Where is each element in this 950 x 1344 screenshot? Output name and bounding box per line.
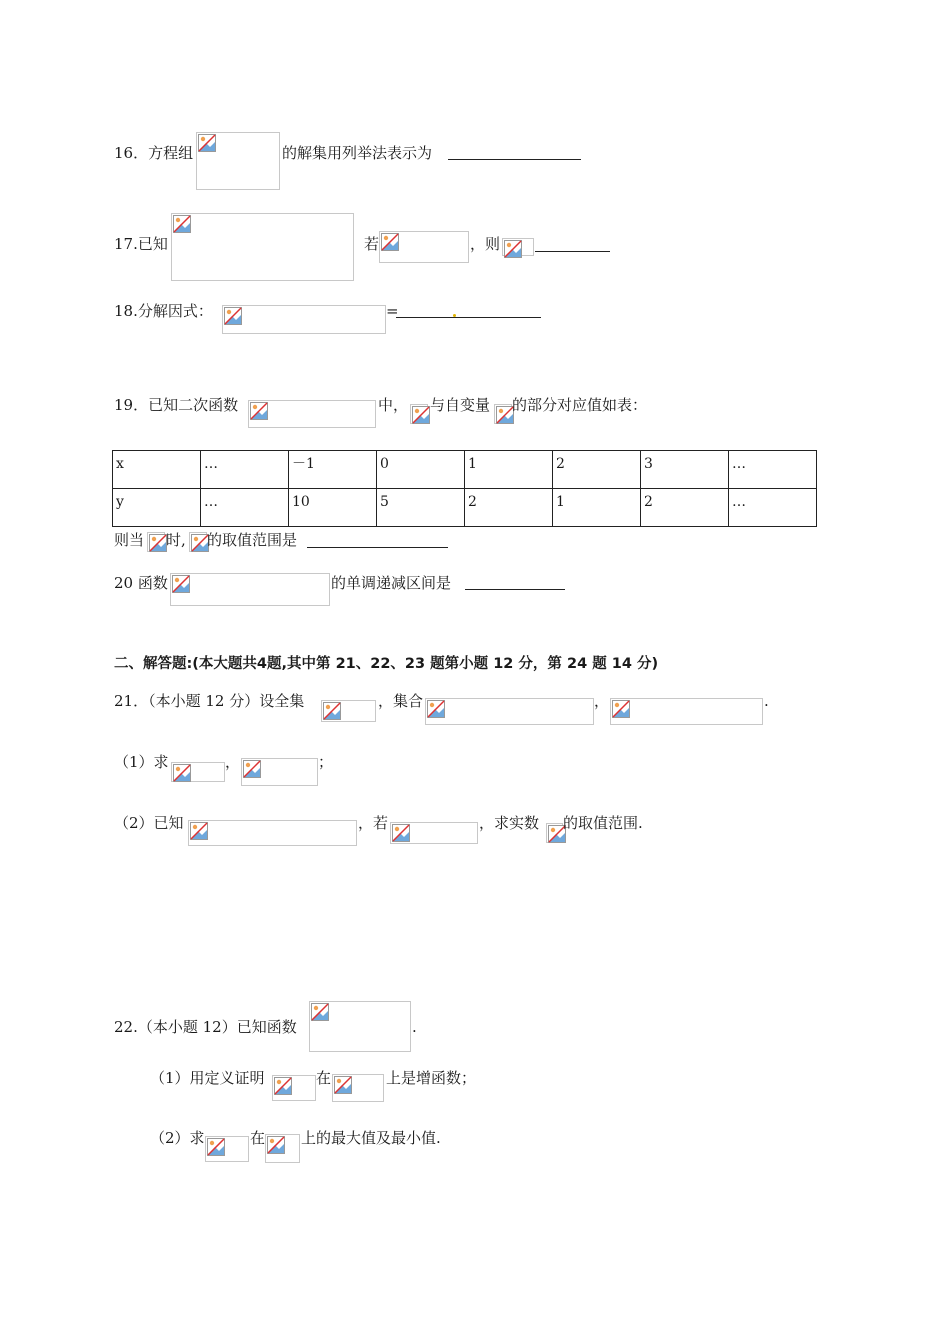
q21-comma: ， xyxy=(594,692,610,710)
broken-image-icon xyxy=(190,822,208,840)
table-cell: 10 xyxy=(289,489,377,527)
table-cell: y xyxy=(113,489,201,527)
broken-image-icon xyxy=(311,1003,329,1021)
q21-part2-ruo: ，若 xyxy=(358,814,389,832)
table-cell: 3 xyxy=(641,451,729,489)
table-cell: x xyxy=(113,451,201,489)
table-cell: … xyxy=(729,451,817,489)
q16-equation-image xyxy=(196,132,280,190)
q22-part1-rest: 上是增函数； xyxy=(386,1069,477,1087)
table-cell: 2 xyxy=(553,451,641,489)
q17-if-image xyxy=(379,231,469,263)
broken-image-icon xyxy=(392,824,410,842)
q21-jihe: ，集合 xyxy=(378,692,424,710)
broken-image-icon xyxy=(381,233,399,251)
broken-image-icon xyxy=(250,402,268,420)
table-cell: 1 xyxy=(553,489,641,527)
q22-part1-zai: 在 xyxy=(316,1069,332,1087)
q22-part2-label: （2）求 xyxy=(150,1129,205,1147)
broken-image-icon xyxy=(224,307,242,325)
broken-image-icon xyxy=(274,1077,292,1095)
q17-number: 17.已知 xyxy=(114,235,168,253)
q21-part1-comma: ， xyxy=(225,753,241,771)
q19-var-image xyxy=(189,532,207,552)
broken-image-icon xyxy=(427,700,445,718)
q19-shi: 时, xyxy=(166,531,186,549)
q21-part1-semicolon: ； xyxy=(318,753,334,771)
q20-function-image xyxy=(170,573,330,606)
q21-part2-qiu: ，求实数 xyxy=(479,814,540,832)
q17-ze: ，则 xyxy=(470,235,501,253)
q18-number: 18.分解因式： xyxy=(114,302,213,320)
broken-image-icon xyxy=(334,1076,352,1094)
broken-image-icon xyxy=(243,760,261,778)
table-cell: 2 xyxy=(641,489,729,527)
q21-part2-condition-image xyxy=(390,822,478,844)
q19-range: 的取值范围是 xyxy=(207,531,298,549)
q21-set-a-image xyxy=(425,698,594,725)
q20-number: 20 函数 xyxy=(114,574,168,592)
broken-image-icon xyxy=(267,1136,285,1154)
broken-image-icon xyxy=(173,764,191,782)
q18-expression-image xyxy=(222,305,386,334)
q17-then-image xyxy=(502,238,534,256)
q22-part2-zai: 在 xyxy=(250,1129,266,1147)
table-row xyxy=(113,451,817,489)
q19-ze-dang: 则当 xyxy=(114,531,145,549)
q21-part2-label: （2）已知 xyxy=(114,814,184,832)
q21-part2-var-image xyxy=(546,823,563,843)
q21-part2-rest: 的取值范围. xyxy=(563,814,643,832)
table-cell: … xyxy=(729,489,817,527)
q19-value-table xyxy=(112,450,817,527)
table-cell: 5 xyxy=(377,489,465,527)
broken-image-icon xyxy=(412,406,430,424)
q22-part2-rest: 上的最大值及最小值. xyxy=(301,1129,441,1147)
section-2-title: 二、解答题:(本大题共4题,其中第 21、22、23 题第小题 12 分，第 24 题 14 分) xyxy=(114,656,659,672)
q22-period: . xyxy=(412,1018,417,1036)
table-cell: 0 xyxy=(377,451,465,489)
table-row xyxy=(113,489,817,527)
table-cell: … xyxy=(201,451,289,489)
table-cell: … xyxy=(201,489,289,527)
q19-rest: 的部分对应值如表： xyxy=(512,396,648,414)
table-cell: 1 xyxy=(465,451,553,489)
q22-part1-func-image xyxy=(272,1075,316,1101)
q18-blank-mark xyxy=(453,314,456,317)
q20-text: 的单调递减区间是 xyxy=(331,574,452,592)
q17-answer-blank[interactable] xyxy=(535,251,610,252)
q16-answer-blank[interactable] xyxy=(448,159,581,160)
q20-answer-blank[interactable] xyxy=(465,589,565,590)
q19-when-image xyxy=(147,532,165,552)
q22-part2-interval-image xyxy=(265,1134,300,1163)
q16-text: 的解集用列举法表示为 xyxy=(282,144,433,162)
broken-image-icon xyxy=(612,700,630,718)
q18-answer-blank[interactable] xyxy=(396,317,541,318)
q22-number: 22.（本小题 12）已知函数 xyxy=(114,1018,297,1036)
q21-period: . xyxy=(764,692,769,710)
q19-function-image xyxy=(248,400,376,428)
broken-image-icon xyxy=(207,1138,225,1156)
q19-yu: 与自变量 xyxy=(430,396,491,414)
q19-zhong: 中， xyxy=(378,396,409,414)
q21-part1-label: （1）求 xyxy=(114,753,169,771)
broken-image-icon xyxy=(173,215,191,233)
broken-image-icon xyxy=(149,534,167,552)
q18-equals: = xyxy=(386,302,399,320)
q21-number: 21．（本小题 12 分）设全集 xyxy=(114,692,305,710)
q22-part1-interval-image xyxy=(332,1074,384,1102)
q19-answer-blank[interactable] xyxy=(307,547,448,548)
q16-number: 16．方程组 xyxy=(114,144,194,162)
q19-number: 19．已知二次函数 xyxy=(114,396,239,414)
q21-part1-expr2-image xyxy=(241,758,318,786)
q22-function-image xyxy=(309,1001,411,1052)
q21-part1-expr1-image xyxy=(171,762,225,782)
q19-x-image xyxy=(494,404,512,424)
broken-image-icon xyxy=(198,134,216,152)
q17-ruo: 若 xyxy=(364,235,380,253)
q21-part2-set-c-image xyxy=(188,820,357,846)
q17-condition-image xyxy=(171,213,354,281)
table-cell: －1 xyxy=(289,451,377,489)
broken-image-icon xyxy=(504,240,522,258)
broken-image-icon xyxy=(172,575,190,593)
q22-part2-func-image xyxy=(205,1136,249,1162)
q22-part1-label: （1）用定义证明 xyxy=(150,1069,265,1087)
q19-y-image xyxy=(410,404,428,424)
table-cell: 2 xyxy=(465,489,553,527)
broken-image-icon xyxy=(323,702,341,720)
q21-set-b-image xyxy=(610,698,763,725)
q21-universal-set-image xyxy=(321,700,376,722)
